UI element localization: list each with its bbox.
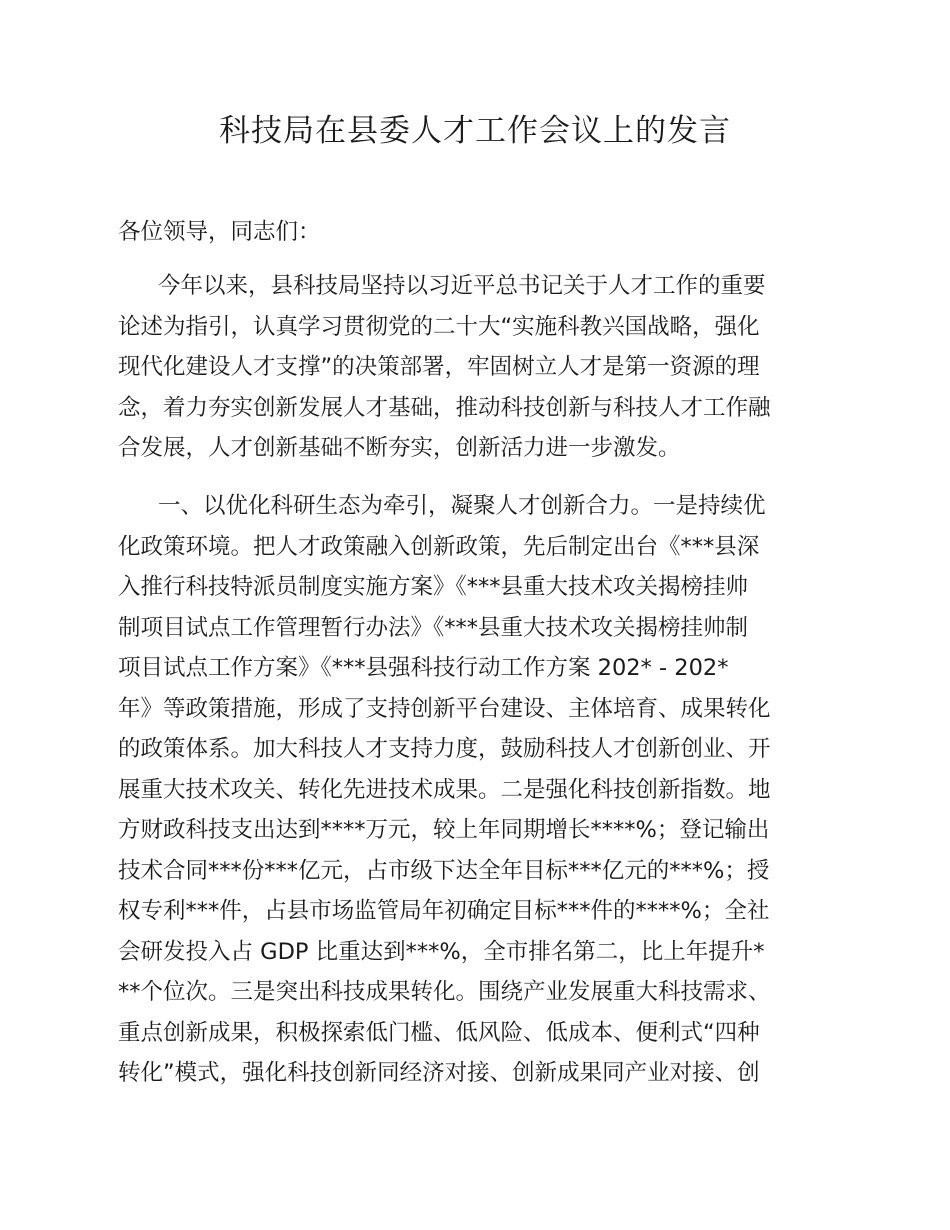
paragraph-line: 权专利***件，占县市场监管局年初确定目标***件的****%；全社 (118, 898, 770, 924)
paragraph-intro (118, 266, 840, 469)
paragraph-line: 方财政科技支出达到****万元，较上年同期增长****%；登记输出 (118, 817, 770, 843)
paragraph-section-one (118, 486, 840, 1094)
paragraph-line: 会研发投入占 GDP 比重达到***%，全市排名第二，比上年提升* (118, 938, 765, 965)
paragraph-line: 念，着力夯实创新发展人才基础，推动科技创新与科技人才工作融 (118, 394, 771, 421)
paragraph-line: 现代化建设人才支撑”的决策部署，牢固树立人才是第一资源的理 (118, 354, 760, 380)
paragraph-line: 入推行科技特派员制度实施方案》《***县重大技术攻关揭榜挂帅 (118, 574, 749, 600)
paragraph-line: 今年以来，县科技局坚持以习近平总书记关于人才工作的重要 (158, 273, 766, 299)
salutation: 各位领导，同志们： (118, 219, 321, 245)
paragraph-line: 合发展，人才创新基础不断夯实，创新活力进一步激发。 (118, 435, 681, 461)
paragraph-line: 重点创新成果，积极探索低门槛、低风险、低成本、便利式“四种 (118, 1019, 760, 1046)
paragraph-line: 年》等政策措施，形成了支持创新平台建设、主体培育、成果转化 (118, 695, 771, 722)
paragraph-line: 一、以优化科研生态为牵引，凝聚人才创新合力。一是持续优 (158, 493, 766, 519)
paragraph-line: 化政策环境。把人才政策融入创新政策，先后制定出台《***县深 (118, 533, 760, 560)
paragraph-line: 转化”模式，强化科技创新同经济对接、创新成果同产业对接、创 (118, 1060, 760, 1086)
paragraph-line: 制项目试点工作管理暂行办法》《***县重大技术攻关揭榜挂帅制 (118, 614, 749, 641)
paragraph-line: 展重大技术攻关、转化先进技术成果。二是强化科技创新指数。地 (118, 776, 771, 803)
paragraph-line: 项目试点工作方案》《***县强科技行动工作方案 202* - 202* (118, 655, 729, 681)
paragraph-line: **个位次。三是突出科技成果转化。围绕产业发展重大科技需求、 (118, 979, 771, 1005)
paragraph-line: 技术合同***份***亿元，占市级下达全年目标***亿元的***%；授 (118, 857, 770, 884)
paragraph-line: 论述为指引，认真学习贯彻党的二十大“实施科教兴国战略，强化 (118, 313, 760, 340)
paragraph-line: 的政策体系。加大科技人才支持力度，鼓励科技人才创新创业、开 (118, 736, 771, 762)
page-title: 科技局在县委人才工作会议上的发言 (219, 113, 731, 149)
